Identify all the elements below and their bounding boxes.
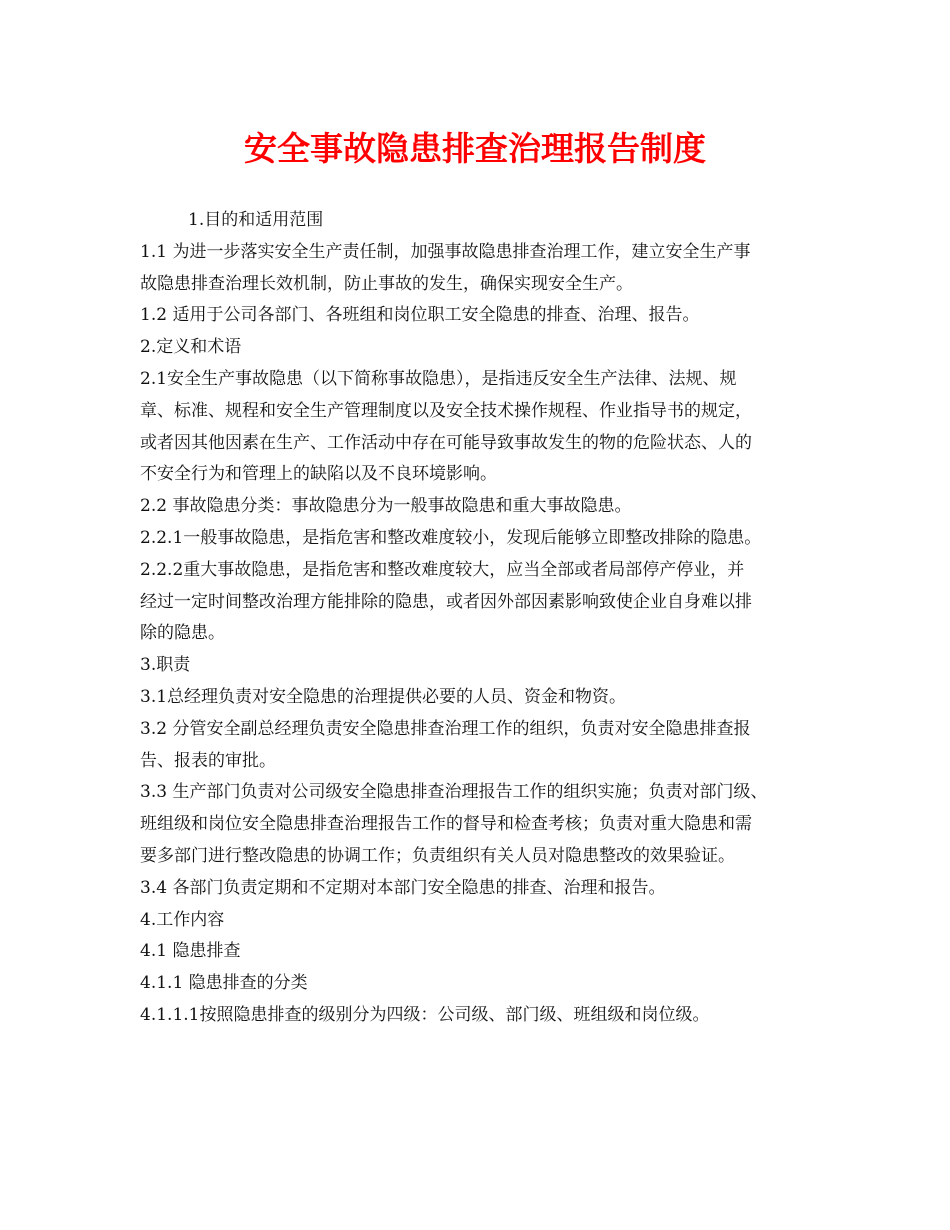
paragraph-line: 章、标准、规程和安全生产管理制度以及安全技术操作规程、作业指导书的规定， <box>140 400 752 421</box>
section-heading: 2.定义和术语 <box>140 337 242 358</box>
paragraph-line: 不安全行为和管理上的缺陷以及不良环境影响。 <box>140 464 497 485</box>
paragraph-line: 3.1总经理负责对安全隐患的治理提供必要的人员、资金和物资。 <box>140 686 627 707</box>
paragraph-line: 2.1安全生产事故隐患（以下简称事故隐患），是指违反安全生产法律、法规、规 <box>140 368 737 389</box>
paragraph-line: 或者因其他因素在生产、工作活动中存在可能导致事故发生的物的危险状态、人的 <box>140 432 752 453</box>
paragraph-line: 2.2 事故隐患分类：事故隐患分为一般事故隐患和重大事故隐患。 <box>140 496 632 517</box>
paragraph-line: 3.2 分管安全副总经理负责安全隐患排查治理工作的组织，负责对安全隐患排查报 <box>140 718 751 739</box>
paragraph-line: 1.1 为进一步落实安全生产责任制，加强事故隐患排查治理工作，建立安全生产事 <box>140 241 751 262</box>
paragraph-line: 经过一定时间整改治理方能排除的隐患，或者因外部因素影响致使企业自身难以排 <box>140 591 752 612</box>
section-heading: 3.职责 <box>140 655 191 676</box>
paragraph-line: 告、报表的审批。 <box>140 750 276 771</box>
section-heading: 1.目的和适用范围 <box>188 210 324 230</box>
document-title: 安全事故隐患排查治理报告制度 <box>244 129 706 168</box>
subsection-heading: 4.1.1 隐患排查的分类 <box>140 973 308 994</box>
paragraph-line: 3.4 各部门负责定期和不定期对本部门安全隐患的排查、治理和报告。 <box>140 877 666 898</box>
subsection-heading: 4.1 隐患排查 <box>140 941 241 962</box>
paragraph-line: 1.2 适用于公司各部门、各班组和岗位职工安全隐患的排查、治理、报告。 <box>140 305 700 326</box>
paragraph-line: 要多部门进行整改隐患的协调工作；负责组织有关人员对隐患整改的效果验证。 <box>140 845 735 866</box>
paragraph-line: 4.1.1.1按照隐患排查的级别分为四级：公司级、部门级、班组级和岗位级。 <box>140 1004 710 1025</box>
paragraph-line: 除的隐患。 <box>140 623 225 644</box>
paragraph-line: 班组级和岗位安全隐患排查治理报告工作的督导和检查考核；负责对重大隐患和需 <box>140 814 752 835</box>
paragraph-line: 故隐患排查治理长效机制，防止事故的发生，确保实现安全生产。 <box>140 273 633 294</box>
paragraph-line: 2.2.1一般事故隐患，是指危害和整改难度较小，发现后能够立即整改排除的隐患。 <box>140 527 762 548</box>
paragraph-line: 3.3 生产部门负责对公司级安全隐患排查治理报告工作的组织实施；负责对部门级、 <box>140 782 768 803</box>
document-body <box>140 205 830 1032</box>
paragraph-line: 2.2.2重大事故隐患，是指危害和整改难度较大，应当全部或者局部停产停业，并 <box>140 559 745 580</box>
section-heading: 4.工作内容 <box>140 909 225 930</box>
